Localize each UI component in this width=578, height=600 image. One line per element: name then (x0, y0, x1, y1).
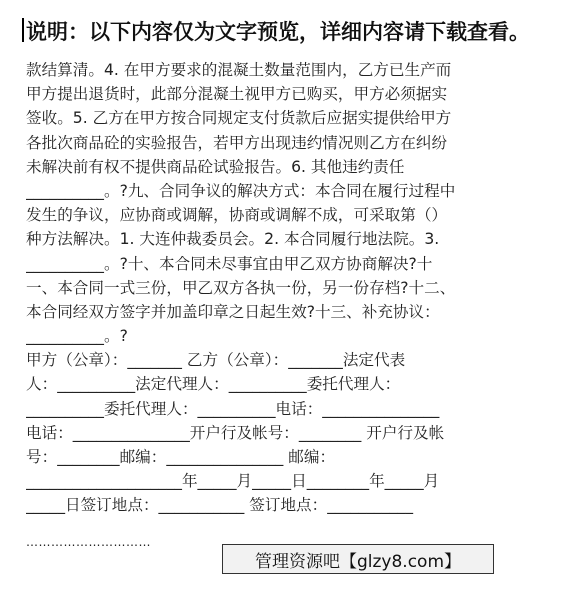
document-line: __________。? (26, 327, 128, 346)
document-line: 签收。5. 乙方在甲方按合同规定支付货款后应据实提供给甲方 (26, 109, 452, 128)
text-cursor (22, 18, 24, 42)
document-line: _____日签订地点：___________ 签订地点：___________ (26, 496, 414, 515)
document-body (26, 58, 554, 518)
document-line: 人：__________法定代理人：__________委托代理人： (26, 375, 401, 394)
document-line: 发生的争议，应协商或调解，协商或调解不成，可采取第（） (26, 206, 448, 225)
site-watermark-badge: 管理资源吧【glzy8.com】 (222, 544, 494, 574)
document-line: 甲方提出退货时，此部分混凝土视甲方已购买，甲方必须据实 (26, 85, 448, 104)
preview-notice: 说明：以下内容仅为文字预览，详细内容请下载查看。 (26, 20, 530, 44)
document-line: __________。?九、合同争议的解决方式：本合同在履行过程中 (26, 181, 456, 200)
document-line: 号：________邮编：_______________ 邮编： (26, 448, 336, 466)
document-line: 未解决前有权不提供商品砼试验报告。6. 其他违约责任 (26, 157, 405, 176)
document-line: __________委托代理人：__________电话：_______________ (26, 399, 440, 418)
document-line: 电话：_______________开户行及帐号：________ 开户行及帐 (26, 423, 445, 442)
document-line: ____________________年_____月_____日________年_____月 (26, 472, 440, 491)
truncation-dots: ………………………… (26, 535, 151, 549)
document-line: 种方法解决。1. 大连仲裁委员会。2. 本合同履行地法院。3. (26, 230, 440, 249)
document-line: 款结算清。4. 在甲方要求的混凝土数量范围内，乙方已生产而 (26, 61, 452, 79)
preview-notice-bar (0, 0, 578, 52)
document-line: 甲方（公章）：_______ 乙方（公章）：_______法定代表 (26, 351, 406, 370)
document-line: 本合同经双方签字并加盖印章之日起生效?十三、补充协议： (26, 302, 440, 321)
document-line: __________。?十、本合同未尽事宜由甲乙双方协商解决?十 (26, 254, 433, 273)
document-line: 各批次商品砼的实验报告，若甲方出现违约情况则乙方在纠纷 (26, 133, 448, 152)
document-line: 一、本合同一式三份，甲乙双方各执一份，另一份存档?十二、 (26, 278, 456, 297)
